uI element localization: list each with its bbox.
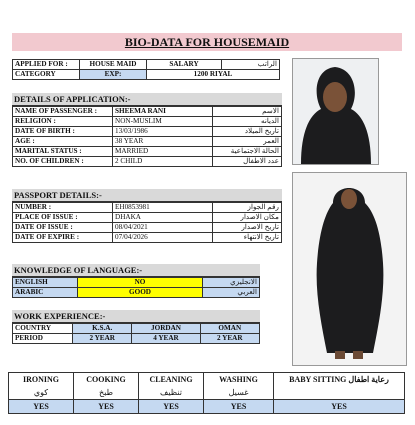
table-row: [13, 233, 282, 243]
row-arabic: الانجليزي: [203, 278, 260, 288]
skills-table: [8, 372, 405, 414]
portrait-photo-icon: [293, 59, 378, 164]
application-heading: DETAILS OF APPLICATION:-: [12, 93, 282, 106]
row-value: 2 CHILD: [113, 157, 213, 167]
skill-label: IRONING: [22, 375, 59, 384]
row-arabic: الاسم: [213, 107, 282, 117]
row-value: 08/04/2021: [113, 223, 213, 233]
period-cell: 2 YEAR: [200, 334, 259, 344]
row-arabic: عدد الاطفال: [213, 157, 282, 167]
skill-ironing: [9, 373, 74, 400]
skill-label: COOKING: [86, 375, 126, 384]
language-heading: KNOWLEDGE OF LANGUAGE:-: [12, 264, 260, 277]
row-value: EH0853981: [113, 203, 213, 213]
skill-label: BABY SITTING: [289, 375, 347, 384]
table-row: [13, 127, 282, 137]
period-cell: 4 YEAR: [132, 334, 200, 344]
table-row: [13, 278, 260, 288]
row-label: NUMBER :: [13, 203, 113, 213]
row-value: MARRIED: [113, 147, 213, 157]
table-row: [13, 223, 282, 233]
skill-baby-sitting: [274, 373, 405, 400]
standing-person-icon: [293, 173, 406, 365]
skill-value: YES: [74, 400, 139, 414]
row-label: ARABIC: [13, 288, 78, 298]
work-table: [12, 323, 260, 344]
period-label: PERIOD: [13, 334, 73, 344]
skill-label: WASHING: [219, 375, 258, 384]
row-arabic: تاريخ الانتهاء: [213, 233, 282, 243]
row-arabic: تاريخ الميلاد: [213, 127, 282, 137]
skill-value: YES: [139, 400, 204, 414]
row-label: ENGLISH: [13, 278, 78, 288]
table-row: [13, 334, 260, 344]
skill-cleaning: [139, 373, 204, 400]
row-label: RELIGION :: [13, 117, 113, 127]
skill-arabic: تنظيف: [160, 388, 182, 397]
skill-label: CLEANING: [149, 375, 193, 384]
table-row: [13, 147, 282, 157]
passport-table: [12, 202, 282, 243]
country-cell: K.S.A.: [73, 324, 132, 334]
row-arabic: مكان الاصدار: [213, 213, 282, 223]
skill-arabic: غسيل: [228, 388, 249, 397]
row-value: SHEEMA RANI: [113, 107, 213, 117]
row-arabic: رقم الجواز: [213, 203, 282, 213]
table-row: [13, 137, 282, 147]
salary-label: SALARY: [147, 60, 222, 70]
skill-arabic: رعاية اطفال: [348, 375, 389, 384]
table-row: [13, 157, 282, 167]
skill-arabic: كوي: [33, 388, 49, 397]
row-value: DHAKA: [113, 213, 213, 223]
application-table: [12, 106, 282, 167]
table-row: [13, 288, 260, 298]
country-cell: OMAN: [200, 324, 259, 334]
row-label: PLACE OF ISSUE :: [13, 213, 113, 223]
period-cell: 2 YEAR: [73, 334, 132, 344]
skill-cooking: [74, 373, 139, 400]
row-label: NO. OF CHILDREN :: [13, 157, 113, 167]
language-table: [12, 277, 260, 298]
skill-value: YES: [9, 400, 74, 414]
passport-photo: [292, 58, 379, 165]
salary-arabic: الراتب: [222, 60, 280, 70]
skill-value: YES: [204, 400, 274, 414]
table-row: [13, 117, 282, 127]
row-arabic: الحالة الاجتماعية: [213, 147, 282, 157]
full-body-photo: [292, 172, 407, 366]
row-label: AGE :: [13, 137, 113, 147]
row-arabic: العربي: [203, 288, 260, 298]
row-arabic: العمر: [213, 137, 282, 147]
row-arabic: الديانه: [213, 117, 282, 127]
table-row: [13, 107, 282, 117]
row-arabic: تاريخ الاصدار: [213, 223, 282, 233]
table-row: [13, 324, 260, 334]
country-cell: JORDAN: [132, 324, 200, 334]
row-label: NAME OF PASSENGER :: [13, 107, 113, 117]
row-value: NON-MUSLIM: [113, 117, 213, 127]
country-label: COUNTRY: [13, 324, 73, 334]
row-label: DATE OF ISSUE :: [13, 223, 113, 233]
row-value: NO: [78, 278, 203, 288]
row-value: 07/04/2026: [113, 233, 213, 243]
applied-for-value: HOUSE MAID: [80, 60, 147, 70]
skill-value: YES: [274, 400, 405, 414]
row-value: GOOD: [78, 288, 203, 298]
applied-for-label: APPLIED FOR :: [13, 60, 80, 70]
row-value: 38 YEAR: [113, 137, 213, 147]
table-row: [13, 203, 282, 213]
work-heading: WORK EXPERIENCE:-: [12, 310, 260, 323]
exp-label: EXP:: [80, 70, 147, 80]
salary-value: 1200 RIYAL: [147, 70, 280, 80]
table-row: [13, 213, 282, 223]
applied-for-table: [12, 59, 280, 80]
page-title: BIO-DATA FOR HOUSEMAID: [12, 33, 402, 51]
passport-heading: PASSPORT DETAILS:-: [12, 189, 282, 202]
row-label: MARITAL STATUS :: [13, 147, 113, 157]
row-label: DATE OF BIRTH :: [13, 127, 113, 137]
skill-arabic: طبخ: [99, 388, 113, 397]
row-label: DATE OF EXPIRE :: [13, 233, 113, 243]
row-value: 13/03/1986: [113, 127, 213, 137]
category-label: CATEGORY: [13, 70, 80, 80]
skill-washing: [204, 373, 274, 400]
